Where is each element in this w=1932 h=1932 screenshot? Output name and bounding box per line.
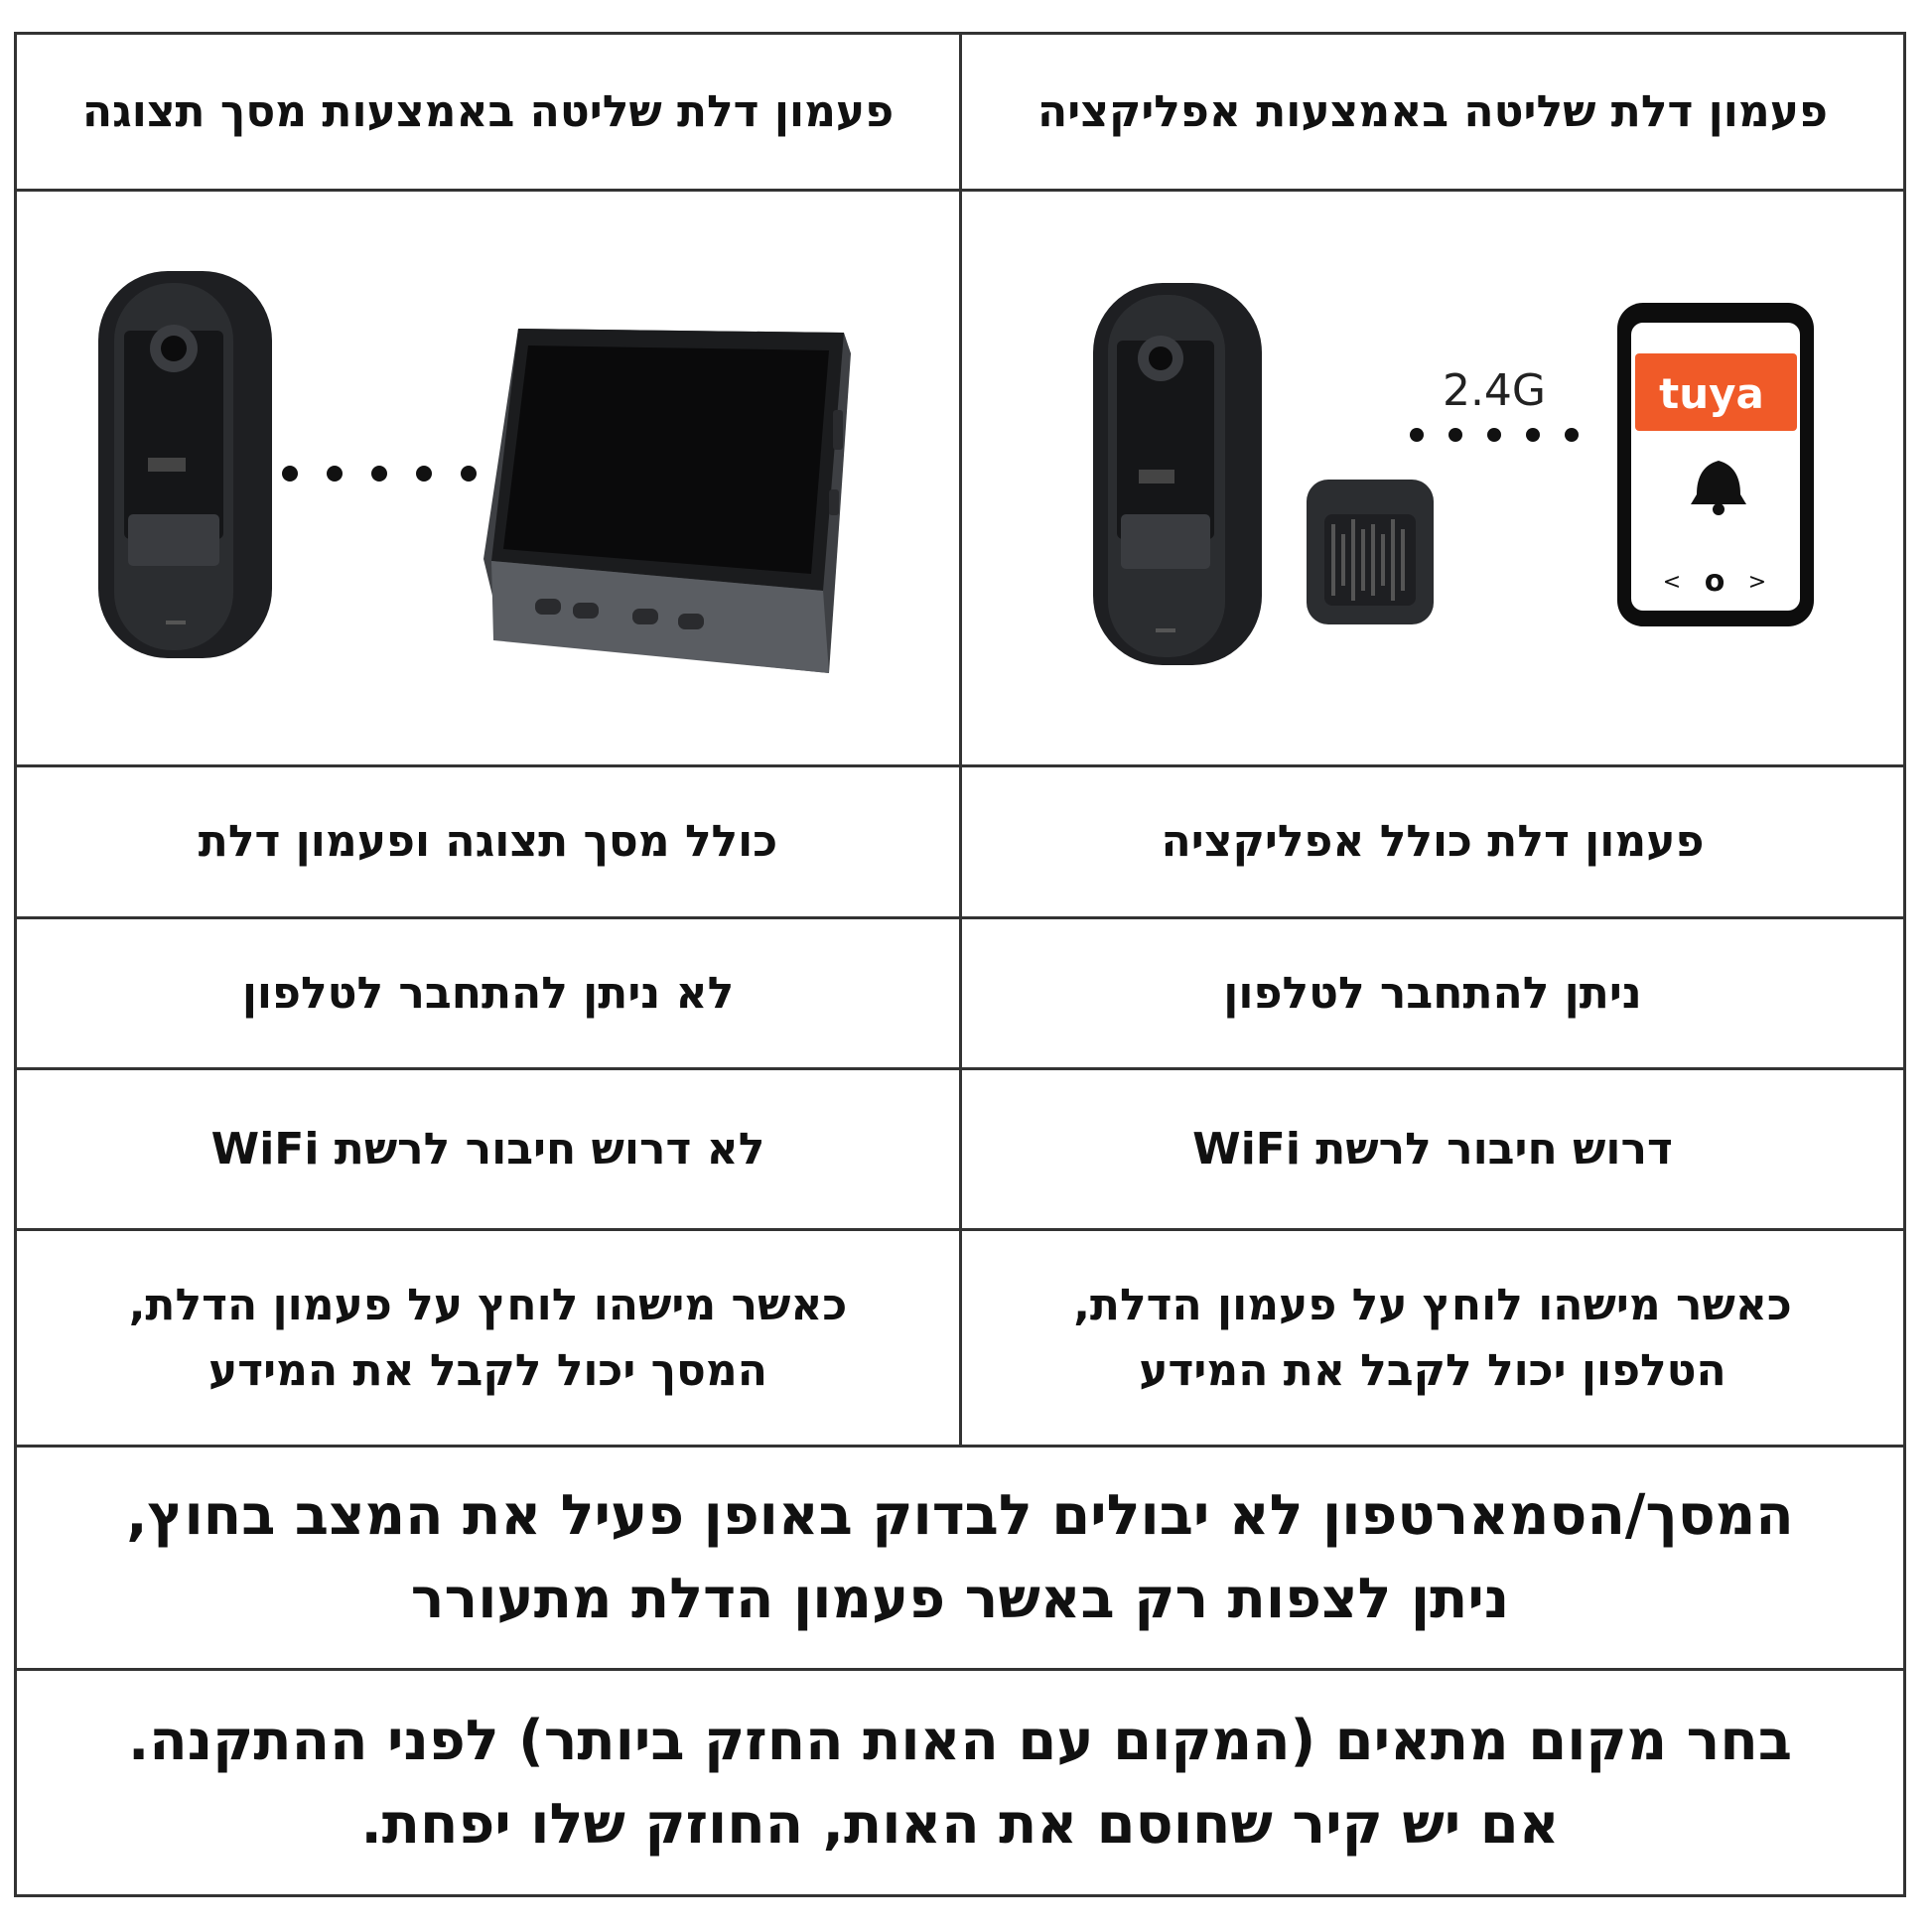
note-2 xyxy=(17,1671,1903,1894)
note-1-line2: ניתן לצפות רק באשר פעמון הדלת מתעורר xyxy=(410,1567,1510,1631)
row1-left: כולל מסך תצוגה ופעמון דלת xyxy=(198,816,778,867)
note-1-line1: המסך/הסמארטפון לא יבולים לבדוק באופן פעיל את המצב בחוץ, xyxy=(126,1483,1794,1548)
chime-speaker-icon xyxy=(1307,480,1434,624)
row3-right: דרוש חיבור לרשת WiFi xyxy=(1192,1123,1673,1174)
connection-dots xyxy=(1410,428,1579,442)
row3-left: לא דרוש חיבור לרשת WiFi xyxy=(210,1123,765,1174)
connection-dots xyxy=(282,466,477,482)
display-monitor-icon xyxy=(483,329,851,673)
note-2-line1: בחר מקום מתאים (המקום עם האות החזק ביותר) לפני ההתקנה. xyxy=(128,1708,1793,1773)
row2-right: ניתן להתחבר לטלפון xyxy=(1223,967,1642,1019)
tuya-logo: tuya xyxy=(1659,369,1764,418)
note-1 xyxy=(17,1448,1903,1668)
doorbell-icon xyxy=(98,271,272,658)
phone-nav-forward-icon: > xyxy=(1747,570,1767,595)
row4-right-line2: הטלפון יכול לקבל את המידע xyxy=(1139,1344,1726,1396)
row4-left xyxy=(17,1231,959,1445)
row4-left-line1: כאשר מישהו לוחץ על פעמון הדלת, xyxy=(128,1279,848,1330)
header-left: פעמון דלת שליטה באמצעות מסך תצוגה xyxy=(81,86,895,137)
phone-icon xyxy=(1617,303,1814,626)
row1-right: פעמון דלת כולל אפליקציה xyxy=(1161,816,1705,867)
phone-nav-back-icon: < xyxy=(1662,570,1682,595)
signal-label: 2.4G xyxy=(1442,365,1547,416)
row4-right xyxy=(962,1231,1903,1445)
doorbell-icon xyxy=(1093,283,1262,665)
app-doorbell-illustration xyxy=(962,192,1903,764)
row4-left-line2: המסך יכול לקבל את המידע xyxy=(207,1344,768,1396)
grid-line-bottom xyxy=(14,1894,1906,1897)
row2-left: לא ניתן להתחבר לטלפון xyxy=(241,967,735,1019)
row4-right-line1: כאשר מישהו לוחץ על פעמון הדלת, xyxy=(1073,1279,1792,1330)
display-doorbell-illustration xyxy=(17,192,959,764)
note-2-line2: אם יש קיר שחוסם את האות, החוזק שלו יפחת. xyxy=(360,1791,1560,1857)
grid-line-right xyxy=(1903,32,1906,1897)
header-right: פעמון דלת שליטה באמצעות אפליקציה xyxy=(1037,86,1828,137)
phone-nav-home-icon: o xyxy=(1704,564,1725,599)
